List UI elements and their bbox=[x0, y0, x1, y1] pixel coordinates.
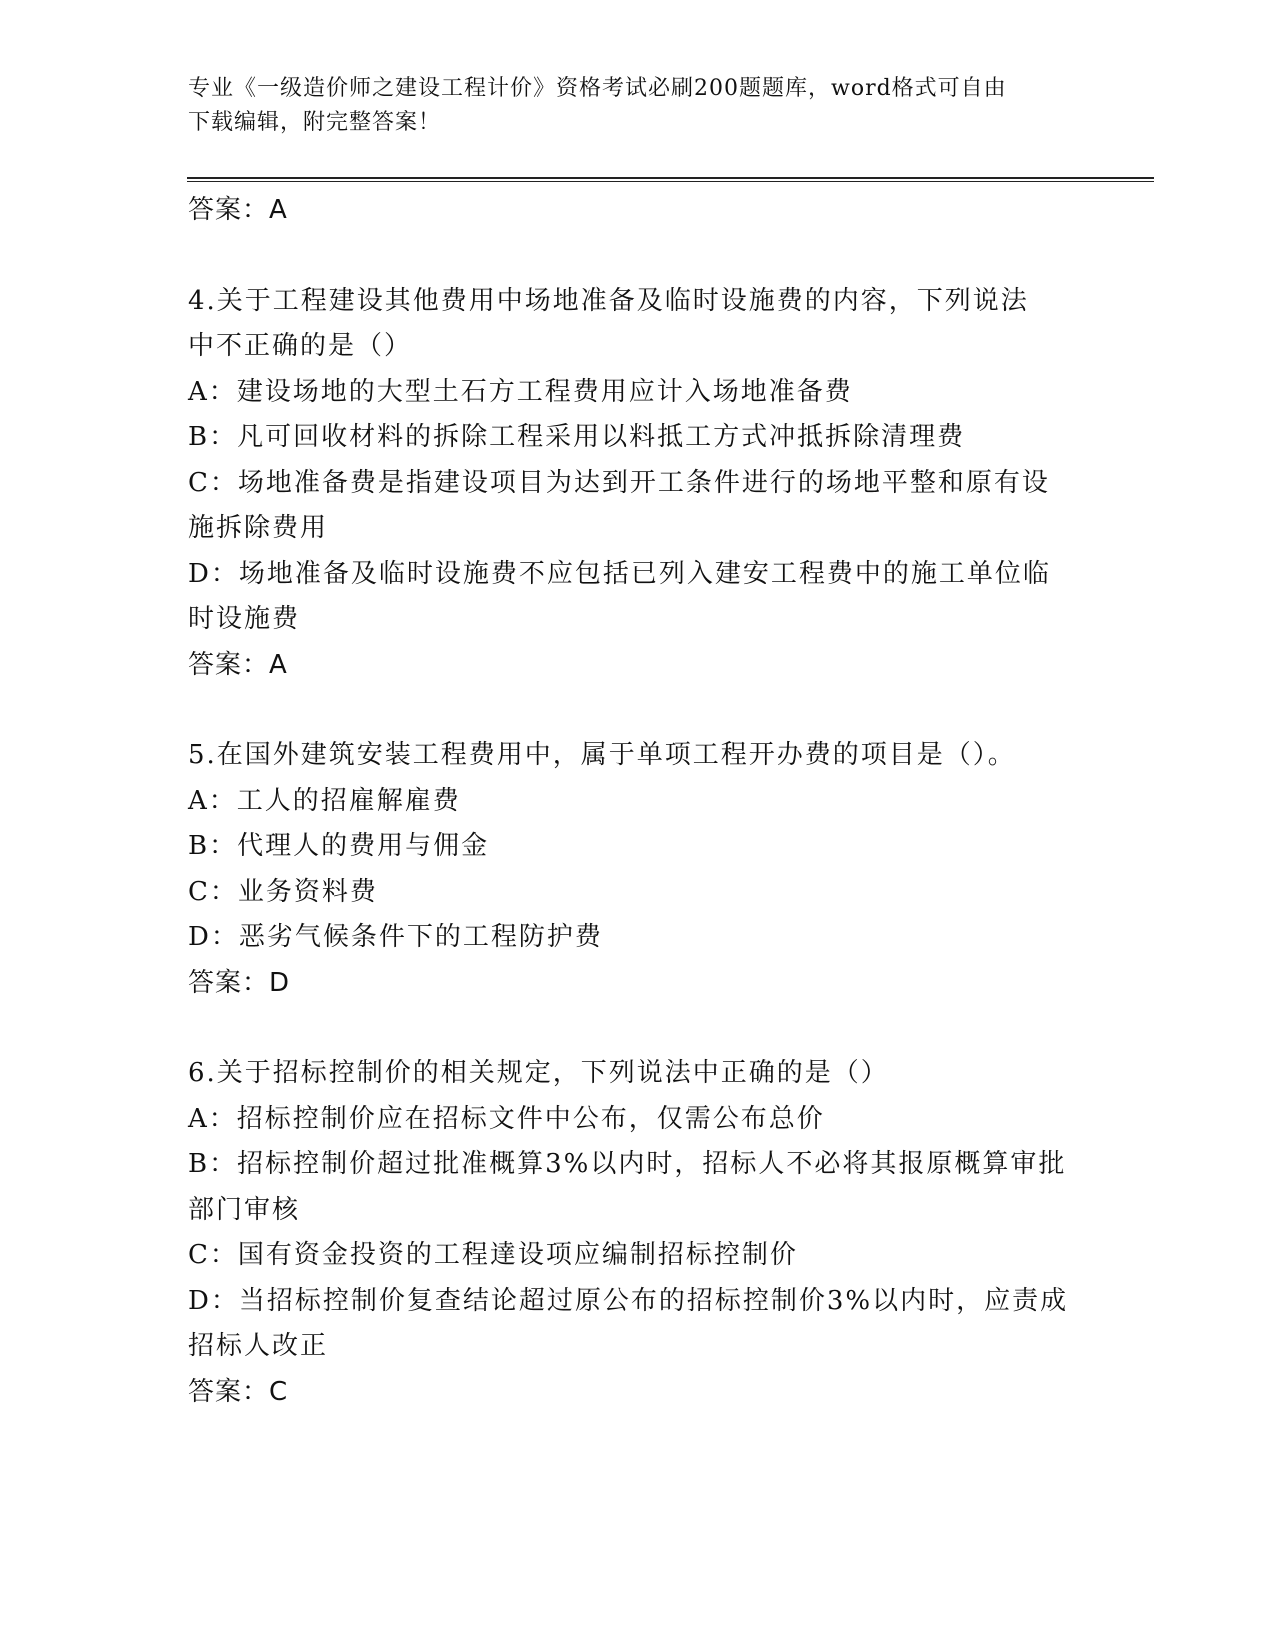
answer-line: 答案：A bbox=[188, 649, 288, 680]
option-b: B：凡可回收材料的拆除工程采用以料抵工方式冲抵拆除清理费 bbox=[188, 422, 966, 452]
option-b-continued: 部门审核 bbox=[188, 1194, 301, 1225]
option-b: B：招标控制价超过批准概算3%以内时，招标人不必将其报原概算审批 bbox=[188, 1149, 1067, 1179]
option-d-continued: 招标人改正 bbox=[188, 1331, 329, 1361]
option-c: C：业务资料费 bbox=[188, 876, 378, 907]
question-stem: 5.在国外建筑安装工程费用中，属于单项工程开办费的项目是（）。 bbox=[188, 740, 1016, 770]
option-d: D：场地准备及临时设施费不应包括已列入建安工程费中的施工单位临 bbox=[188, 558, 1051, 589]
header-line-2: 下载编辑，附完整答案！ bbox=[188, 110, 442, 135]
question-list bbox=[188, 188, 1088, 1415]
header-divider bbox=[187, 177, 1154, 182]
answer-line: 答案：A bbox=[188, 195, 288, 225]
header-line-1: 专业《一级造价师之建设工程计价》资格考试必刷200题题库，word格式可自由 bbox=[188, 76, 1007, 101]
document-header bbox=[188, 72, 1088, 140]
option-d-continued: 时设施费 bbox=[188, 604, 301, 634]
answer-line: 答案：C bbox=[188, 1376, 289, 1407]
option-c-continued: 施拆除费用 bbox=[188, 513, 329, 543]
answer-line: 答案：D bbox=[188, 967, 291, 998]
question-stem: 6.关于招标控制价的相关规定，下列说法中正确的是（） bbox=[188, 1058, 889, 1088]
option-a: A：建设场地的大型土石方工程费用应计入场地准备费 bbox=[188, 376, 853, 407]
option-a: A：招标控制价应在招标文件中公布，仅需公布总价 bbox=[188, 1103, 825, 1134]
option-c: C：场地准备费是指建设项目为达到开工条件进行的场地平整和原有设 bbox=[188, 467, 1050, 498]
question-stem: 4.关于工程建设其他费用中场地准备及临时设施费的内容，下列说法 bbox=[188, 285, 1029, 316]
question-stem: 中不正确的是（） bbox=[188, 331, 413, 361]
question-6 bbox=[188, 1051, 1088, 1415]
option-a: A：工人的招雇解雇费 bbox=[188, 785, 461, 816]
option-c: C：国有资金投资的工程達设项应编制招标控制价 bbox=[188, 1240, 798, 1270]
question-5 bbox=[188, 733, 1088, 1006]
option-d: D：当招标控制价复查结论超过原公布的招标控制价3%以内时，应责成 bbox=[188, 1285, 1069, 1316]
option-d: D：恶劣气候条件下的工程防护费 bbox=[188, 922, 603, 952]
question-4 bbox=[188, 279, 1088, 689]
option-b: B：代理人的费用与佣金 bbox=[188, 831, 490, 861]
